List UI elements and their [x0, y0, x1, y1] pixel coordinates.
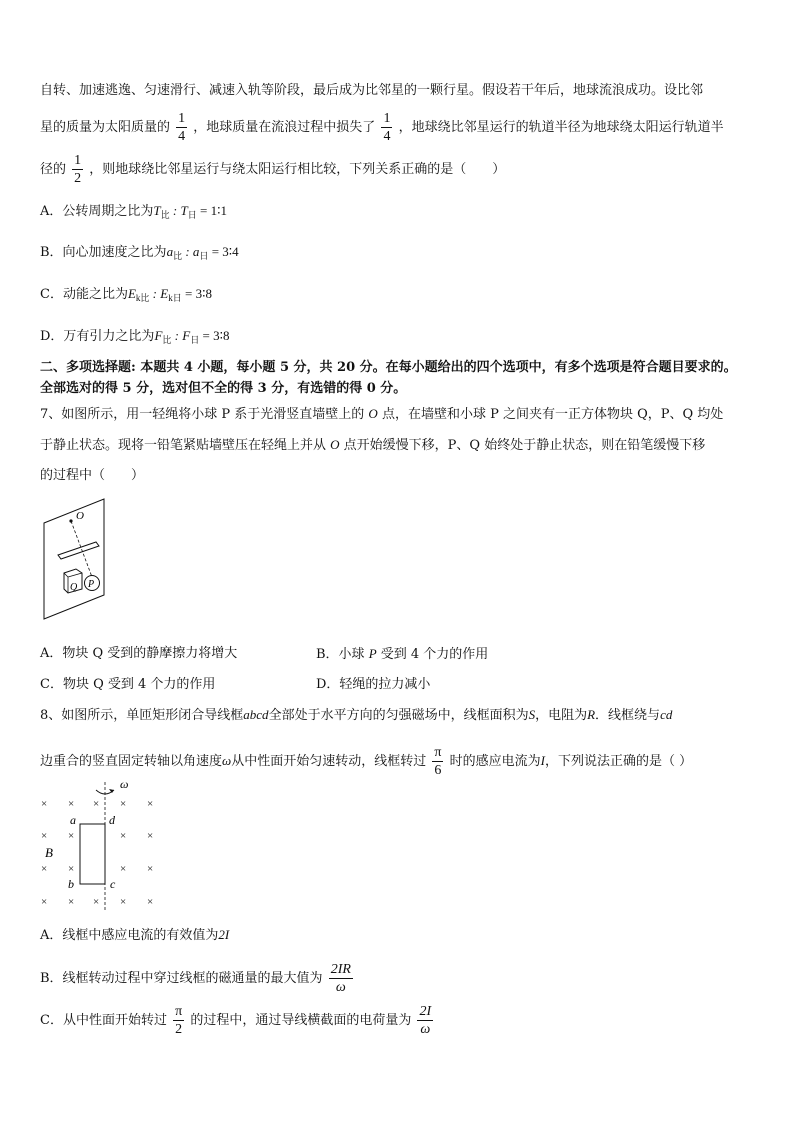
q7-option-b: B．小球 P 受到 4 个力的作用	[316, 646, 489, 662]
q7-option-c: C．物块 Q 受到 4 个力的作用	[40, 677, 216, 692]
svg-text:×: ×	[41, 798, 48, 810]
label-o: O	[76, 510, 84, 522]
field-crosses	[41, 798, 153, 908]
fraction-pi-over-2: $\frac{\pi}{2}$	[175, 1004, 183, 1037]
svg-text:×: ×	[68, 798, 75, 810]
fraction-pi-over-6: $\frac{\pi}{6}$	[434, 745, 442, 778]
fraction-one-half: $\frac{1}{2}$	[74, 153, 82, 186]
q8-option-b: B．线框转动过程中穿过线框的磁通量的最大值为 $\frac{2IR}{\omega}$	[40, 962, 351, 995]
label-omega: ω	[120, 777, 129, 791]
svg-text:×: ×	[120, 798, 127, 810]
label-d: d	[109, 813, 115, 827]
q6-option-d: D．万有引力之比为$F_比$ : $F_日$ = 3∶8	[40, 328, 230, 345]
q8-option-c: C．从中性面开始转过 $\frac{\pi}{2}$ 的过程中，通过导线横截面的电荷量为 $\frac{2I}{\omega}$	[40, 1004, 432, 1037]
svg-text:×: ×	[68, 830, 75, 842]
svg-text:×: ×	[93, 896, 100, 908]
q8-line-1: 8、如图所示，单匝矩形闭合导线框abcd全部处于水平方向的匀强磁场中，线框面积为S，电阻为R．线框绕与cd	[40, 707, 673, 723]
q6-option-c: C．动能之比为$E_{k比}$ : $E_{k日}$ = 3∶8	[40, 286, 212, 303]
fraction-one-quarter-a: $\frac{1}{4}$	[178, 111, 186, 144]
q7-option-a: A．物块 Q 受到的静摩擦力将增大	[40, 646, 238, 661]
fraction-2i-over-omega: $\frac{2I}{\omega}$	[419, 1004, 432, 1037]
svg-text:×: ×	[147, 896, 154, 908]
q6-line-2-text-a: 星的质量为太阳质量的	[40, 120, 171, 135]
svg-text:×: ×	[93, 798, 100, 810]
svg-text:×: ×	[120, 863, 127, 875]
q7-wall-figure	[38, 495, 118, 630]
fraction-2ir-over-omega: $\frac{2IR}{\omega}$	[330, 962, 351, 995]
pencil	[58, 542, 99, 559]
label-a: a	[70, 813, 76, 827]
q6-option-b: B．向心加速度之比为$a_比$ : $a_日$ = 3∶4	[40, 244, 239, 261]
svg-text:×: ×	[41, 863, 48, 875]
q7-line-3: 的过程中（ ）	[40, 468, 145, 483]
svg-text:×: ×	[120, 830, 127, 842]
section-2-heading-line-2: 全部选对的得 5 分，选对但不全的得 3 分，有选错的得 0 分。	[40, 381, 407, 396]
q6-line-3-text-a: 径的	[40, 162, 67, 177]
label-c: c	[110, 877, 116, 891]
section-2-heading-line-1: 二、多项选择题: 本题共 4 小题，每小题 5 分，共 20 分。在每小题给出的四个选项中，有多个选项是符合题目要求的。	[40, 360, 737, 375]
q8-coil-figure	[34, 774, 164, 914]
svg-text:×: ×	[41, 830, 48, 842]
label-b: b	[68, 877, 74, 891]
svg-text:×: ×	[120, 896, 127, 908]
q6-line-2-text-c: ，地球绕比邻星运行的轨道半径为地球绕太阳运行轨道半	[398, 120, 724, 135]
q7-line-2: 于静止状态。现将一铅笔紧贴墙壁压在轻绳上并从 O 点开始缓慢下移，P、Q 始终处于静止状态，则在铅笔缓慢下移	[40, 437, 706, 453]
svg-text:×: ×	[68, 863, 75, 875]
q6-line-2	[40, 110, 724, 145]
q6-option-a: A．公转周期之比为$T_比$ : $T_日$ = 1∶1	[40, 203, 227, 220]
label-q: Q	[70, 582, 78, 593]
q8-option-a: A．线框中感应电流的有效值为2I	[40, 927, 230, 943]
svg-text:×: ×	[41, 896, 48, 908]
svg-text:×: ×	[68, 896, 75, 908]
q6-line-2-text-b: ，地球质量在流浪过程中损失了	[193, 120, 376, 135]
q6-line-1: 自转、加速逃逸、匀速滑行、减速入轨等阶段，最后成为比邻星的一颗行星。假设若干年后，地球流浪成功。设比邻	[40, 83, 704, 98]
q7-line-1: 7、如图所示，用一轻绳将小球 P 系于光滑竖直墙壁上的 O 点，在墙壁和小球 P 之间夹有一正方体物块 Q，P、Q 均处	[40, 406, 724, 422]
label-p: P	[88, 579, 95, 590]
q6-line-3	[40, 152, 505, 187]
q8-line-2: 边重合的竖直固定转轴以角速度ω从中性面开始匀速转动，线框转过 $\frac{\pi}{6}$ 时的感应电流为I，下列说法正确的是（ ）	[40, 745, 693, 778]
label-b-field: B	[45, 845, 53, 860]
svg-text:×: ×	[147, 798, 154, 810]
svg-text:×: ×	[147, 863, 154, 875]
q7-option-d: D．轻绳的拉力减小	[316, 677, 431, 692]
svg-text:×: ×	[147, 830, 154, 842]
coil-abcd	[80, 824, 105, 884]
q6-line-3-text-b: ，则地球绕比邻星运行与绕太阳运行相比较，下列关系正确的是（ ）	[89, 162, 506, 177]
wall-plane	[44, 499, 104, 619]
fraction-one-quarter-b: $\frac{1}{4}$	[383, 111, 391, 144]
